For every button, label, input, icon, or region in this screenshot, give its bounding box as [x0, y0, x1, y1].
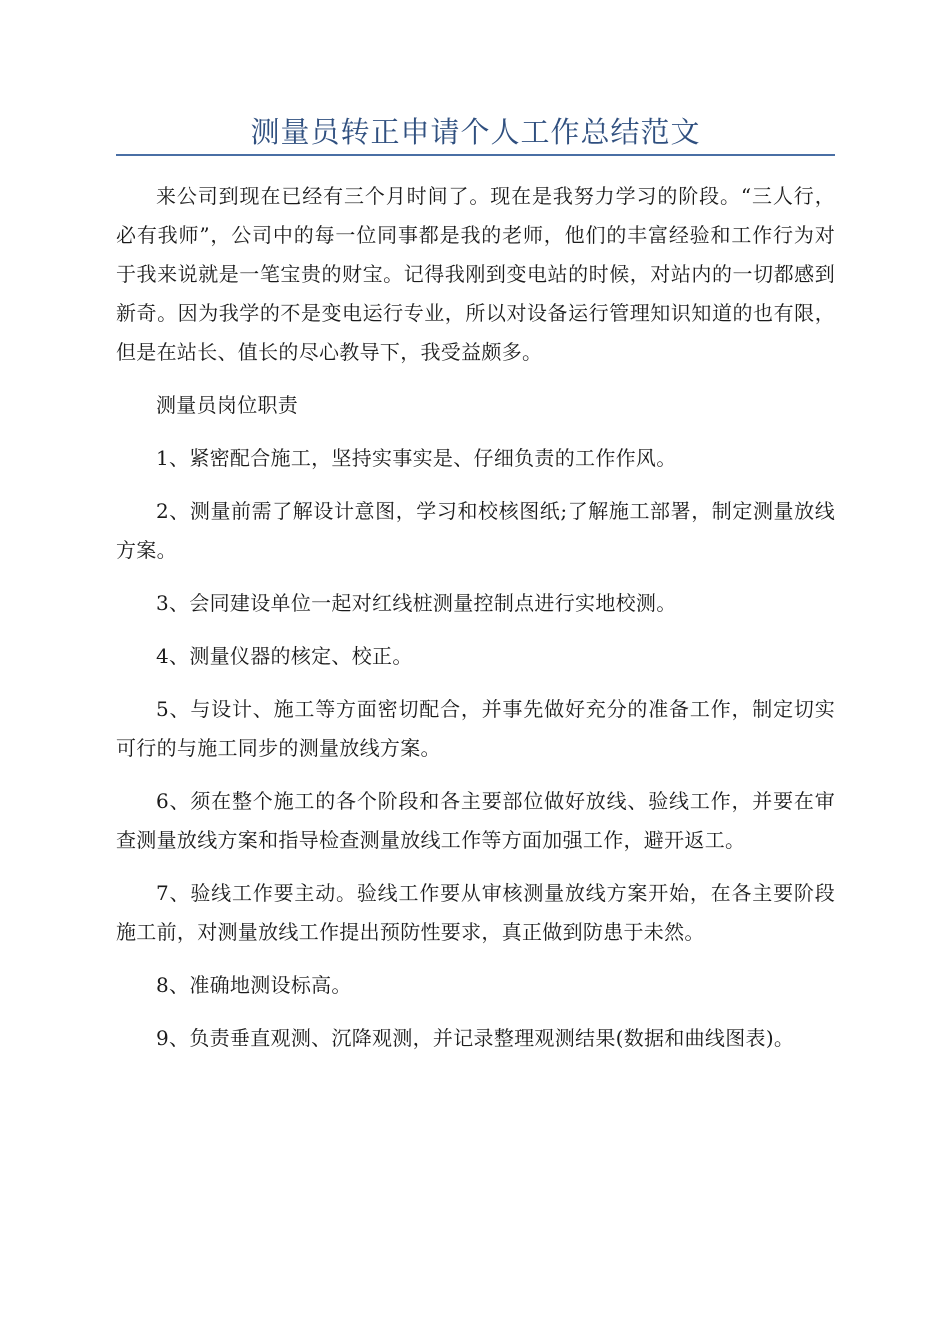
page-title: 测量员转正申请个人工作总结范文 — [250, 115, 701, 149]
duty-item-2: 2、测量前需了解设计意图，学习和校核图纸;了解施工部署，制定测量放线方案。 — [116, 499, 835, 562]
duty-item-5: 5、与设计、施工等方面密切配合，并事先做好充分的准备工作，制定切实可行的与施工同步的测量放线方案。 — [116, 697, 835, 760]
duty-item-4: 4、测量仪器的核定、校正。 — [156, 644, 413, 668]
duty-item-6: 6、须在整个施工的各个阶段和各主要部位做好放线、验线工作，并要在审查测量放线方案和指导检查测量放线工作等方面加强工作，避开返工。 — [116, 789, 835, 852]
document-body — [116, 177, 835, 1058]
section-heading-duties: 测量员岗位职责 — [156, 393, 299, 417]
duty-item-9: 9、负责垂直观测、沉降观测，并记录整理观测结果(数据和曲线图表)。 — [156, 1026, 795, 1050]
duty-item-1: 1、紧密配合施工，坚持实事实是、仔细负责的工作作风。 — [156, 446, 677, 470]
duty-item-8: 8、准确地测设标高。 — [156, 973, 352, 997]
title-block — [116, 112, 835, 156]
duty-item-3: 3、会同建设单位一起对红线桩测量控制点进行实地校测。 — [156, 591, 677, 615]
duty-item-7: 7、验线工作要主动。验线工作要从审核测量放线方案开始，在各主要阶段施工前，对测量放线工作提出预防性要求，真正做到防患于未然。 — [116, 881, 835, 944]
intro-paragraph: 来公司到现在已经有三个月时间了。现在是我努力学习的阶段。“三人行，必有我师”，公司中的每一位同事都是我的老师，他们的丰富经验和工作行为对于我来说就是一笔宝贵的财宝。记得我刚到变电站的时候，对站内的一切都感到新奇。因为我学的不是变电运行专业，所以对设备运行管理知识知道的也有限，但是在站长、值长的尽心教导下，我受益颇多。 — [116, 184, 835, 364]
